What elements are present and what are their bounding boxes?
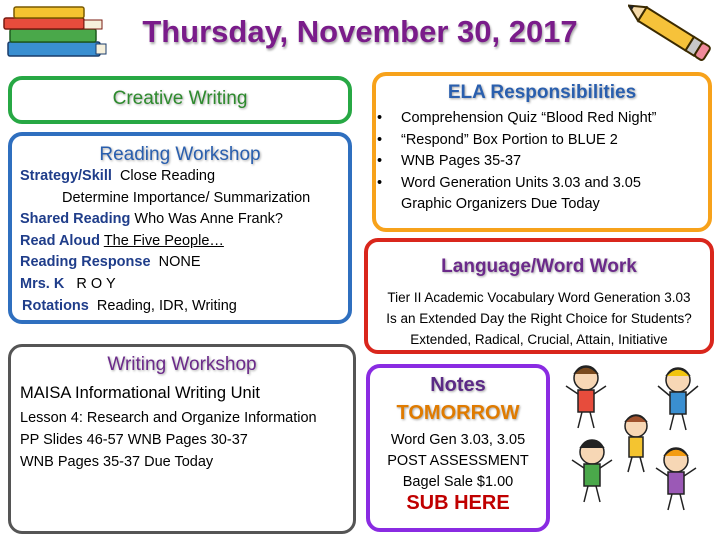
notes-line: POST ASSESSMENT	[387, 453, 529, 469]
reading-row: Rotations Reading, IDR, Writing	[22, 298, 237, 314]
ela-item: • “Respond” Box Portion to BLUE 2	[377, 130, 657, 152]
language-lines	[364, 287, 714, 350]
writing-line: WNB Pages 35-37 Due Today	[20, 454, 214, 470]
language-line: Is an Extended Day the Right Choice for Students?	[386, 311, 692, 326]
writing-line: PP Slides 46-57 WNB Pages 30-37	[20, 432, 248, 448]
writing-workshop-heading: Writing Workshop	[107, 354, 257, 375]
ela-item: • Comprehension Quiz “Blood Red Night”	[377, 108, 657, 130]
ela-item: • Word Generation Units 3.03 and 3.05	[377, 173, 657, 195]
ela-item: • WNB Pages 35-37	[377, 151, 657, 173]
notes-tomorrow: TOMORROW	[396, 402, 520, 424]
notes-line: Bagel Sale $1.00	[402, 474, 514, 490]
reading-row: Read Aloud The Five People…	[20, 233, 224, 249]
reading-row: Determine Importance/ Summarization	[62, 190, 311, 206]
language-line: Extended, Radical, Crucial, Attain, Initiative	[410, 332, 668, 347]
language-heading: Language/Word Work	[441, 256, 637, 277]
ela-continuation: Graphic Organizers Due Today	[401, 196, 600, 212]
reading-row: Strategy/Skill Close Reading	[20, 168, 216, 184]
page-title: Thursday, November 30, 2017	[142, 14, 578, 49]
sub-here: SUB HERE	[406, 492, 510, 514]
reading-row: Shared Reading Who Was Anne Frank?	[20, 211, 283, 227]
writing-line: Lesson 4: Research and Organize Information	[20, 410, 317, 426]
books-clipart	[0, 2, 110, 64]
ela-list	[377, 108, 657, 194]
pencil-clipart	[628, 0, 720, 70]
reading-row: Reading Response NONE	[20, 254, 201, 270]
creative-writing-heading: Creative Writing	[112, 88, 248, 109]
reading-workshop-heading: Reading Workshop	[99, 144, 261, 165]
language-line: Tier II Academic Vocabulary Word Generation 3.03	[387, 290, 691, 305]
notes-line: Word Gen 3.03, 3.05	[390, 432, 526, 448]
notes-lines	[366, 430, 550, 493]
reading-row: Mrs. K R O Y	[20, 276, 116, 292]
writing-unit: MAISA Informational Writing Unit	[20, 384, 260, 402]
ela-heading: ELA Responsibilities	[447, 82, 637, 103]
kids-clipart	[556, 356, 716, 536]
notes-heading: Notes	[430, 374, 486, 396]
